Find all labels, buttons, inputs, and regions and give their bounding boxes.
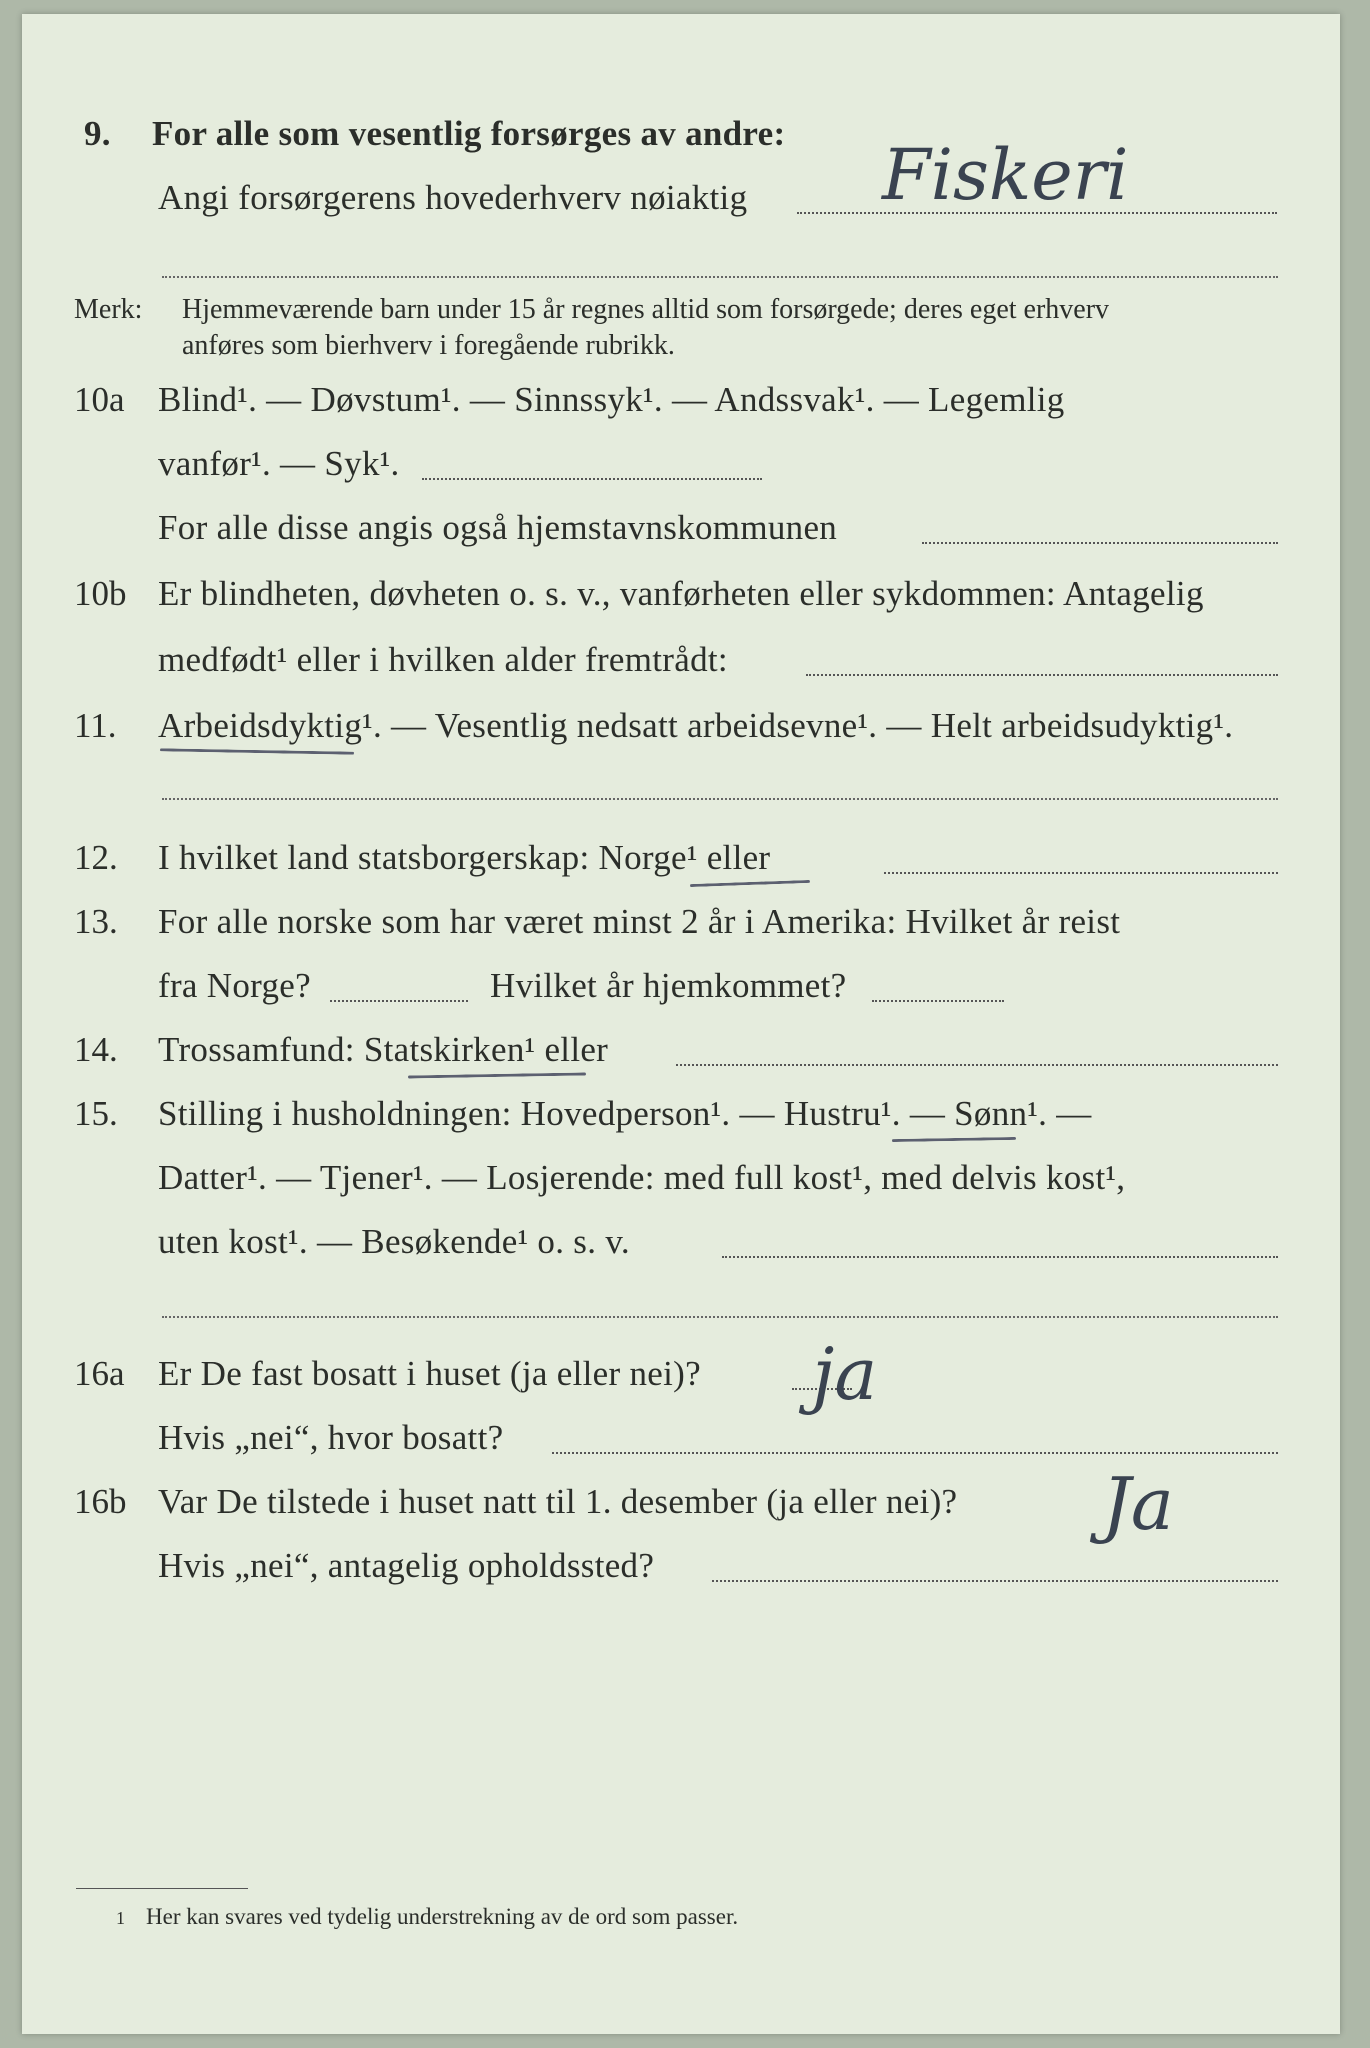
q9-number: 9.: [84, 114, 111, 153]
q10a-line2: vanfør¹. — Syk¹.: [158, 444, 400, 483]
q16a-line1: Er De fast bosatt i huset (ja eller nei)?: [158, 1354, 701, 1393]
q11-number: 11.: [74, 706, 117, 745]
q9-handwritten-answer: Fiskeri: [882, 134, 1129, 216]
q9-blank-line: [162, 276, 1278, 278]
q15-blank-line: [162, 1316, 1278, 1318]
q10b-line1: Er blindheten, døvheten o. s. v., vanførheten eller sykdommen: Antagelig: [158, 574, 1204, 613]
q9-line2: Angi forsørgerens hovederhverv nøiaktig: [158, 178, 748, 217]
q16b-line1: Var De tilstede i huset natt til 1. desember (ja eller nei)?: [158, 1482, 958, 1521]
q11-underline-arbeidsdyktig: [160, 748, 354, 754]
merk-line2: anføres som bierhverv i foregående rubrikk.: [182, 330, 675, 361]
q15-line2: Datter¹. — Tjener¹. — Losjerende: med full kost¹, med delvis kost¹,: [158, 1158, 1126, 1197]
q15-number: 15.: [74, 1094, 118, 1133]
merk-line1: Hjemmeværende barn under 15 år regnes alltid som forsørgede; deres eget erhverv: [182, 294, 1110, 325]
q10b-number: 10b: [74, 574, 127, 613]
q16a-line2: Hvis „nei“, hvor bosatt?: [158, 1418, 504, 1457]
q15-underline-hustru: [892, 1137, 1016, 1142]
q13-line1: For alle norske som har været minst 2 år i Amerika: Hvilket år reist: [158, 902, 1121, 941]
q11-blank-line: [162, 798, 1278, 800]
q16b-line2: Hvis „nei“, antagelig opholdssted?: [158, 1546, 655, 1585]
footnote-text: Her kan svares ved tydelig understrekning av de ord som passer.: [146, 1904, 739, 1929]
q13-left-answer-line: [330, 1000, 468, 1002]
q14-underline-statskirken: [408, 1072, 586, 1078]
q10b-line2: medfødt¹ eller i hvilken alder fremtrådt:: [158, 640, 728, 679]
q13-line2b: Hvilket år hjemkommet?: [490, 966, 847, 1005]
footnote-mark: 1: [116, 1908, 125, 1928]
q14-answer-line: [676, 1064, 1278, 1066]
q13-number: 13.: [74, 902, 118, 941]
q16a-where-line: [552, 1452, 1278, 1454]
q13-line2a: fra Norge?: [158, 966, 311, 1005]
q10a-answer-line: [422, 478, 762, 480]
q10a-number: 10a: [74, 380, 125, 419]
q12-answer-line: [884, 872, 1278, 874]
q16b-number: 16b: [74, 1482, 127, 1521]
q14-line1: Trossamfund: Statskirken¹ eller: [158, 1030, 609, 1069]
q14-number: 14.: [74, 1030, 118, 1069]
q15-line3: uten kost¹. — Besøkende¹ o. s. v.: [158, 1222, 630, 1261]
q15-line1: Stilling i husholdningen: Hovedperson¹. — Hustru¹. — Sønn¹. —: [158, 1094, 1092, 1133]
q10a-line3: For alle disse angis også hjemstavnskommunen: [158, 508, 838, 547]
q12-line1: I hvilket land statsborgerskap: Norge¹ eller: [158, 838, 771, 877]
q11-line1: Arbeidsdyktig¹. — Vesentlig nedsatt arbeidsevne¹. — Helt arbeidsudyktig¹.: [158, 706, 1234, 745]
q12-number: 12.: [74, 838, 118, 877]
q9-line1: For alle som vesentlig forsørges av andre:: [152, 114, 786, 153]
q16b-stay-line: [712, 1580, 1278, 1582]
q10a-line1: Blind¹. — Døvstum¹. — Sinnssyk¹. — Andssvak¹. — Legemlig: [158, 380, 1065, 419]
q16a-handwritten-answer: ja: [812, 1332, 878, 1416]
q16b-handwritten-answer: Ja: [1102, 1462, 1174, 1546]
q10b-answer-line: [806, 674, 1278, 676]
footnote-rule: [76, 1888, 248, 1889]
census-form-page: [22, 14, 1340, 2034]
merk-label: Merk:: [74, 294, 143, 325]
q10a-hometown-line: [922, 542, 1278, 544]
q16a-number: 16a: [74, 1354, 125, 1393]
q15-answer-line: [722, 1256, 1278, 1258]
q13-right-answer-line: [872, 1000, 1004, 1002]
q12-underline-norge: [690, 880, 810, 887]
